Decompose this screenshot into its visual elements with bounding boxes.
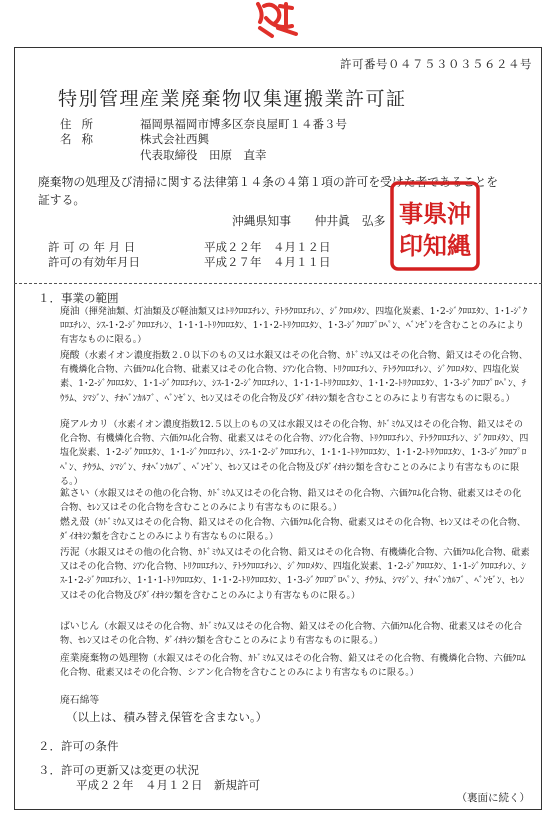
permit-date-label: 許 可 の 年 月 日 bbox=[48, 240, 136, 254]
category-slag bbox=[60, 487, 530, 515]
category-description: （水銀又はその他の化合物、ｶﾄﾞﾐｳﾑ又はその化合物、鉛又はその化合物、有機燐化合物、六価ｸﾛﾑ化合物、砒素又はその化合物、ｼｱﾝ化合物、ﾄﾘｸﾛﾛｴﾁﾚﾝ、ﾃﾄﾗｸﾛﾛｴﾁﾚﾝ、ｼﾞｸﾛﾛﾒﾀﾝ、四塩化炭素、1･2-ｼﾞｸﾛﾛｴﾀﾝ、1･1-ｼﾞｸﾛﾛｴﾁﾚﾝ、ｼｽ-1･2-ｼﾞｸﾛﾛｴﾁﾚﾝ、1･1･1-ﾄﾘｸﾛﾛｴﾀﾝ、1･1･2-ﾄﾘｸﾛﾛｴﾀﾝ、1･3-ｼﾞｸﾛﾛﾌﾟﾛﾍﾟﾝ、ﾁｳﾗﾑ、ｼﾏｼﾞﾝ、ﾁｵﾍﾞﾝｶﾙﾌﾞ、ﾍﾞﾝｾﾞﾝ、ｾﾚﾝ又はその化合物及びﾀﾞｲｵｷｼﾝ類を含むことのみにより有害なものに限る。） bbox=[60, 548, 530, 601]
change-entry: 平成２２年 ４月１２日 新規許可 bbox=[76, 778, 260, 792]
seal-char-6: 印 bbox=[399, 231, 423, 260]
category-waste-oil bbox=[60, 305, 530, 348]
expiry-date: 平成２７年 ４月１１日 bbox=[204, 255, 331, 269]
seal-char-4: 知 bbox=[423, 231, 447, 260]
category-description: （水素イオン濃度指数２.０以下のもの又は水銀又はその化合物、ｶﾄﾞﾐｳﾑ又はその化合物、鉛又はその化合物、有機燐化合物、六価ｸﾛﾑ化合物、砒素又はその化合物、ｼｱﾝ化合物、ﾄﾘｸﾛﾛｴﾁﾚﾝ、ﾃﾄﾗｸﾛﾛｴﾁﾚﾝ、ｼﾞｸﾛﾛﾒﾀﾝ、四塩化炭素、1･2-ｼﾞｸﾛﾛｴﾀﾝ、1･1-ｼﾞｸﾛﾛｴﾁﾚﾝ、ｼｽ-1･2-ｼﾞｸﾛﾛｴﾁﾚﾝ、1･1･1-ﾄﾘｸﾛﾛｴﾀﾝ、1･1･2-ﾄﾘｸﾛﾛｴﾀﾝ、1･3-ｼﾞｸﾛﾛﾌﾟﾛﾍﾟﾝ、ﾁｳﾗﾑ、ｼﾏｼﾞﾝ、ﾁｵﾍﾞﾝｶﾙﾌﾞ、ﾍﾞﾝｾﾞﾝ、ｾﾚﾝ又はその化合物及びﾀﾞｲｵｷｼﾝ類を含むことのみにより有害なものに限る。） bbox=[60, 351, 528, 404]
permit-number: 許可番号０４７５３０３５６２４号 bbox=[340, 57, 532, 71]
name-label: 名称 bbox=[60, 132, 103, 146]
category-label: ばいじん bbox=[60, 621, 100, 632]
document-title: 特別管理産業廃棄物収集運搬業許可証 bbox=[58, 88, 407, 110]
category-asbestos-waste bbox=[60, 694, 530, 708]
category-description: （ｶﾄﾞﾐｳﾑ又はその化合物、鉛又はその化合物、六価ｸﾛﾑ化合物、砒素又はその化合物、ｾﾚﾝ又はその化合物、ﾀﾞｲｵｷｼﾝ類を含むことのみにより有害なものに限る。） bbox=[60, 518, 526, 543]
category-label: 燃え殻 bbox=[60, 517, 90, 528]
category-description: （水素イオン濃度指数12.５以上のもの又は水銀又はその化合物、ｶﾄﾞﾐｳﾑ又はその化合物、鉛又はその化合物、有機燐化合物、六価ｸﾛﾑ化合物、砒素又はその化合物、ｼｱﾝ化合物、ﾄﾘｸﾛﾛｴﾁﾚﾝ、ﾃﾄﾗｸﾛﾛｴﾁﾚﾝ、ｼﾞｸﾛﾛﾒﾀﾝ、四塩化炭素、1･2-ｼﾞｸﾛﾛｴﾀﾝ、1･1-ｼﾞｸﾛﾛｴﾁﾚﾝ、ｼｽ-1･2-ｼﾞｸﾛﾛｴﾁﾚﾝ、1･1･1-ﾄﾘｸﾛﾛｴﾀﾝ、1･1･2-ﾄﾘｸﾛﾛｴﾀﾝ、1･3-ｼﾞｸﾛﾛﾌﾟﾛﾍﾟﾝ、ﾁｳﾗﾑ、ｼﾏｼﾞﾝ、ﾁｵﾍﾞﾝｶﾙﾌﾞ、ﾍﾞﾝｾﾞﾝ、ｾﾚﾝ又はその化合物及びﾀﾞｲｵｷｼﾝ類を含むことのみにより有害なものに限る。） bbox=[60, 420, 529, 487]
permit-date: 平成２２年 ４月１２日 bbox=[204, 240, 331, 254]
scope-note: （以上は、積み替え保管を含まない。） bbox=[66, 710, 268, 724]
continued-note: （裏面に続く） bbox=[456, 792, 530, 804]
category-label: 汚泥 bbox=[60, 547, 80, 558]
address-value: 福岡県福岡市博多区奈良屋町１４番３号 bbox=[140, 117, 347, 131]
issuer-signature: 沖縄県知事 仲井眞 弘多 bbox=[232, 214, 386, 228]
seal-char-5: 事 bbox=[399, 199, 423, 228]
category-waste-alkali bbox=[60, 418, 530, 489]
category-cinders bbox=[60, 516, 530, 544]
address-label: 住所 bbox=[60, 117, 103, 131]
seal-char-3: 県 bbox=[423, 199, 447, 228]
company-name: 株式会社西興 bbox=[140, 132, 209, 146]
category-description: （水銀又はその化合物、ｶﾄﾞﾐｳﾑ又はその化合物、鉛又はその化合物、六価ｸﾛﾑ化合物、砒素又はその化合物、ｾﾚﾝ又はその化合物、ﾀﾞｲｵｷｼﾝ類を含むことのみにより有害なものに限る。） bbox=[60, 622, 523, 647]
section-divider bbox=[14, 283, 542, 284]
category-description: （水銀又はその化合物、ｶﾄﾞﾐｳﾑ又はその化合物、鉛又はその化合物、有機燐化合物、六価ｸﾛﾑ化合物、砒素又はその化合物、シアン化合物を含むことのみにより有害なものに限る。） bbox=[60, 654, 526, 679]
seal-char-2: 縄 bbox=[447, 231, 471, 260]
governor-seal bbox=[389, 180, 481, 272]
category-label: 鉱さい bbox=[60, 488, 90, 499]
category-label: 産業廃棄物の処理物 bbox=[60, 653, 149, 664]
category-soot-dust bbox=[60, 620, 530, 648]
certification-statement: 廃棄物の処理及び清掃に関する法律第１４条の４第１項の許可を受けた者であることを証する。 bbox=[38, 175, 499, 207]
category-label: 廃アルカリ bbox=[60, 419, 109, 430]
representative: 代表取締役 田原 直幸 bbox=[140, 148, 267, 162]
category-sludge bbox=[60, 546, 530, 603]
category-treated-waste bbox=[60, 652, 530, 680]
category-description: （揮発油類、灯油類及び軽油類又はﾄﾘｸﾛﾛｴﾁﾚﾝ、ﾃﾄﾗｸﾛﾛｴﾁﾚﾝ、ｼﾞｸﾛﾛﾒﾀﾝ、四塩化炭素、1･2-ｼﾞｸﾛﾛｴﾀﾝ、1･1-ｼﾞｸﾛﾛｴﾁﾚﾝ、ｼｽ-1･2-ｼﾞｸﾛﾛｴﾁﾚﾝ、1･1･1-ﾄﾘｸﾛﾛｴﾀﾝ、1･1･2-ﾄﾘｸﾛﾛｴﾀﾝ、1･3-ｼﾞｸﾛﾛﾌﾟﾛﾍﾟﾝ、ﾍﾞﾝｾﾞﾝを含むことのみにより有害なものに限る。） bbox=[60, 307, 528, 346]
seal-char-1: 沖 bbox=[447, 199, 471, 228]
category-waste-acid bbox=[60, 349, 530, 406]
category-description: （水銀又はその他の化合物、ｶﾄﾞﾐｳﾑ又はその化合物、鉛又はその化合物、六価ｸﾛﾑ化合物、砒素又はその化合物、ｾﾚﾝ又はその化合物を含むことのみにより有害なものに限る。） bbox=[60, 489, 522, 514]
category-label: 廃石綿等 bbox=[60, 695, 100, 706]
partial-seal-top bbox=[252, 0, 302, 40]
scope-heading: １．事業の範囲 bbox=[38, 291, 119, 305]
changes-heading: ３．許可の更新又は変更の状況 bbox=[38, 763, 199, 777]
expiry-date-label: 許可の有効年月日 bbox=[48, 255, 140, 269]
conditions-heading: ２．許可の条件 bbox=[38, 739, 119, 753]
category-label: 廃油 bbox=[60, 306, 80, 317]
category-label: 廃酸 bbox=[60, 350, 80, 361]
